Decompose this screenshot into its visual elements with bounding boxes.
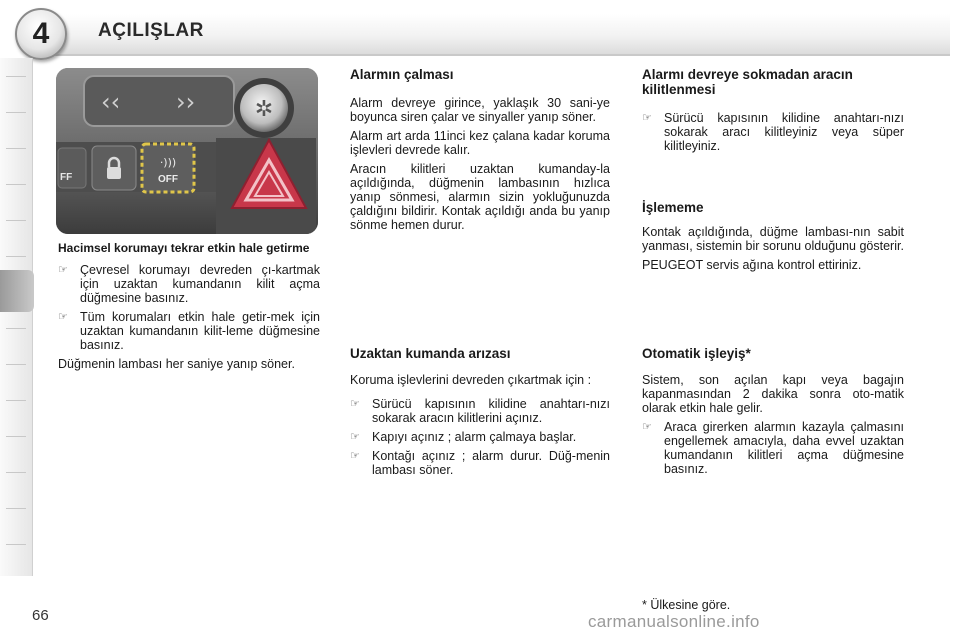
section-remote-fault [350,346,610,482]
list-item [642,420,904,476]
list-item [350,430,610,444]
svg-text:‹‹: ‹‹ [101,88,121,116]
list-item [642,111,904,153]
caption-note: Düğmenin lambası her saniye yanıp söner. [58,357,295,371]
section-heading: Alarmın çalması [350,67,454,82]
section-heading: Alarmı devreye sokmadan aracın kilitlenmesi [642,67,853,97]
chapter-badge: 4 [15,8,67,60]
list-item [58,310,320,352]
bullet-text: Tüm korumaları etkin hale getir-mek için uzaktan kumandanın kilit-leme düğmesine basınız. [80,310,320,352]
bullet-text: Sürücü kapısının kilidine anahtarı-nızı sokarak aracı kilitleyiniz veya süper kilitleyiniz. [664,111,904,153]
tab-divider [6,256,26,257]
tab-divider [6,76,26,77]
paragraph: Alarm devreye girince, yaklaşık 30 sani-ye boyunca siren çalar ve sinyaller yanıp söner. [350,96,610,124]
section-alarm-sounding [350,67,610,237]
bullet-text: Çevresel korumayı devreden çı-kartmak için uzaktan kumandanın kilit açma düğmesine basınız. [80,263,320,305]
footnote: * Ülkesine göre. [642,598,731,612]
tab-divider [6,148,26,149]
pointing-hand-icon: ☞ [350,398,360,410]
bullet-text: Kontağı açınız ; alarm durur. Düğ-menin lambası söner. [372,449,610,477]
fan-icon: ✲ [254,97,274,122]
caption-heading: Hacimsel korumayı tekrar etkin hale getirme [58,241,310,255]
section-lock-without-alarm [642,67,904,158]
dashboard-illustration [56,68,318,234]
partial-button-label: FF [60,172,73,183]
paragraph: Alarm art arda 11inci kez çalana kadar koruma işlevleri devrede kalır. [350,129,610,157]
tab-divider [6,364,26,365]
bullet-text: Araca girerken alarmın kazayla çalmasını engellemek amacıyla, daha evvel uzaktan kumandanın kilitleri açma düğmesine basınız. [664,420,904,476]
pointing-hand-icon: ☞ [58,264,68,276]
tab-divider [6,328,26,329]
paragraph: Kontak açıldığında, düğme lambası-nın sabit yanması, sistemin bir sorunu olduğunu gösterir. [642,225,904,253]
paragraph: PEUGEOT servis ağına kontrol ettiriniz. [642,258,862,272]
pointing-hand-icon: ☞ [350,450,360,462]
paragraph: Aracın kilitleri uzaktan kumanday-la açıldığında, düğmenin lambasının hızlıca yanıp sönmesi, alarmın sizin yokluğunuzda çaldığını bildirir. Kontak açıldığı anda bu yanıp sönme hemen durur. [350,162,610,232]
pointing-hand-icon: ☞ [350,431,360,443]
list-item [58,263,320,305]
image-caption [58,242,320,376]
pointing-hand-icon: ☞ [58,311,68,323]
chapter-tab-rail [0,58,33,576]
dashboard-buttons-photo [56,68,318,234]
section-heading: Uzaktan kumanda arızası [350,346,511,361]
watermark: carmanualsonline.info [588,612,760,631]
tab-divider [6,472,26,473]
tab-divider [6,508,26,509]
pointing-hand-icon: ☞ [642,112,652,124]
tab-divider [6,400,26,401]
tab-divider [6,436,26,437]
alarm-wave-icon: ·))) [159,156,177,169]
paragraph: Koruma işlevlerini devreden çıkartmak için : [350,373,592,387]
tab-divider [6,220,26,221]
tab-divider [6,184,26,185]
bullet-text: Kapıyı açınız ; alarm çalmaya başlar. [372,430,577,444]
alarm-off-label: OFF [158,174,178,185]
tab-divider [6,112,26,113]
active-chapter-tab[interactable] [0,270,34,312]
section-malfunction [642,200,904,277]
list-item [350,449,610,477]
tab-divider [6,544,26,545]
list-item [350,397,610,425]
section-automatic [642,346,904,481]
bullet-text: Sürücü kapısının kilidine anahtarı-nızı sokarak aracın kilitlerini açınız. [372,397,610,425]
section-heading: Otomatik işleyiş* [642,346,751,361]
page-title: AÇILIŞLAR [98,20,204,41]
page-number: 66 [32,607,49,624]
pointing-hand-icon: ☞ [642,421,652,433]
section-heading: İşlememe [642,200,704,215]
paragraph: Sistem, son açılan kapı veya bagajın kapanmasından 2 dakika sonra oto-matik olarak etkin hale gelir. [642,373,904,415]
svg-text:››: ›› [176,88,196,116]
